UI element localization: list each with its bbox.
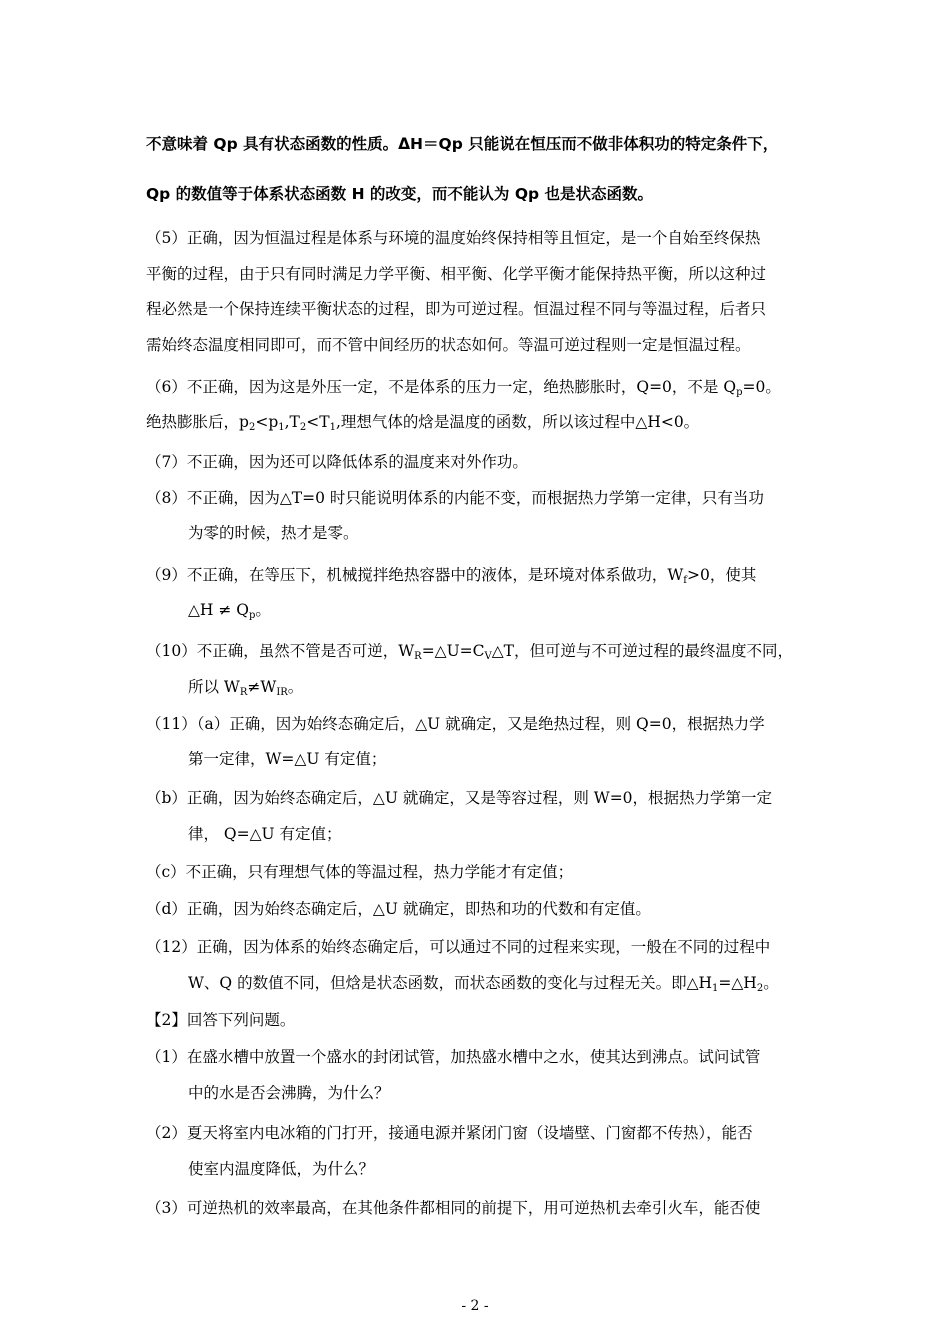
item-6-l2-a: 绝热膨胀后， [146,413,240,431]
item-12-l2-b: =△H [718,974,757,992]
item-10-l1-b: =△U=C [421,642,485,660]
intro-line-1: 不意味着 Qp 具有状态函数的性质。ΔH＝Qp 只能说在恒压而不做非体积功的特定条件下， [146,135,779,153]
item-9-l1-a: （9）不正确，在等压下，机械搅拌绝热容器中的液体，是环境对体系做功，W [146,566,684,584]
item-6-l2-sub3: 2 [299,422,307,433]
item-6-text-b: =0。 [742,378,781,396]
item-6-l2-e: ,理想气体的焓是温度的函数，所以该过程中△H<0。 [335,413,700,431]
item-10-line-1 [146,639,793,661]
item-9-l2-b: 。 [255,601,271,619]
item-10-l1-sub1: R [414,651,422,662]
item-6-sub-p: p [736,387,743,398]
item-6-l2-p: p [239,413,249,431]
item-12-l2-sub2: 2 [756,983,764,994]
item-10-l2-b: ≠W [247,678,277,696]
item-5-line-2: 平衡的过程，由于只有同时满足力学平衡、相平衡、化学平衡才能保持热平衡，所以这种过 [146,265,767,283]
item-12-l2-a: W、Q 的数值不同，但焓是状态函数，而状态函数的变化与过程无关。即△H [188,974,713,992]
item-9-l2-a: △H ≠ Q [188,601,249,619]
item-8-line-2: 为零的时候，热才是零。 [188,524,359,542]
item-6-line-1 [146,375,781,397]
item-8-line-1: （8）不正确，因为△T=0 时只能说明体系的内能不变，而根据热力学第一定律，只有当功 [146,489,764,507]
item-11c-line-1: （c）不正确，只有理想气体的等温过程，热力学能才有定值； [146,863,574,881]
item-6-l2-d: <T [306,413,330,431]
item-10-l1-a: （10）不正确，虽然不管是否可逆，W [146,642,415,660]
item-12-line-2 [188,971,779,993]
item-10-l1-sub2: V [484,651,492,662]
item-7-line-1: （7）不正确，因为还可以降低体系的温度来对外作功。 [146,453,528,471]
question-2-line-1: （2）夏天将室内电冰箱的门打开，接通电源并紧闭门窗（设墙壁、门窗都不传热），能否 [146,1124,753,1142]
item-6-text-a: （6）不正确，因为这是外压一定，不是体系的压力一定，绝热膨胀时，Q=0，不是 Q [146,378,737,396]
section-2-heading: 【2】回答下列问题。 [146,1011,296,1029]
item-6-l2-c: ,T [284,413,300,431]
item-5-line-3: 程必然是一个保持连续平衡状态的过程，即为可逆过程。恒温过程不同与等温过程，后者只 [146,300,767,318]
item-9-l1-sub: f [683,575,687,586]
item-12-line-1: （12）正确，因为体系的始终态确定后，可以通过不同的过程来实现，一般在不同的过程中 [146,938,771,956]
item-5-line-4: 需始终态温度相同即可，而不管中间经历的状态如何。等温可逆过程则一定是恒温过程。 [146,336,751,354]
item-6-line-2 [146,410,699,432]
page-number: - 2 - [461,1298,489,1314]
question-1-line-2: 中的水是否会沸腾，为什么？ [188,1084,390,1102]
item-6-l2-b: <p [255,413,279,431]
item-9-l2-sub: p [249,610,256,621]
item-6-l2-sub2: 1 [278,422,285,433]
item-11b-line-2: 律， Q=△U 有定值； [188,825,342,843]
item-5-line-1: （5）正确，因为恒温过程是体系与环境的温度始终保持相等且恒定，是一个自始至终保热 [146,229,761,247]
item-10-l2-c: 。 [287,678,304,696]
item-10-l2-a: 所以 W [188,678,240,696]
item-6-l2-sub4: 1 [329,422,336,433]
item-9-l1-b: >0，使其 [687,566,757,584]
question-1-line-1: （1）在盛水槽中放置一个盛水的封闭试管，加热盛水槽中之水，使其达到沸点。试问试管 [146,1048,761,1066]
question-3-line-1: （3）可逆热机的效率最高，在其他条件都相同的前提下，用可逆热机去牵引火车，能否使 [146,1199,761,1217]
item-6-l2-sub1: 2 [248,422,256,433]
item-11a-line-2: 第一定律，W=△U 有定值； [188,750,387,768]
item-10-l2-sub2: IR [276,687,288,698]
question-2-line-2: 使室内温度降低，为什么？ [188,1160,375,1178]
item-12-l2-sub1: 1 [712,983,719,994]
item-11b-line-1: （b）正确，因为始终态确定后，△U 就确定，又是等容过程，则 W=0，根据热力学第一定 [146,789,773,807]
item-10-line-2 [188,675,303,697]
item-11d-line-1: （d）正确，因为始终态确定后，△U 就确定，即热和功的代数和有定值。 [146,900,651,918]
item-12-l2-c: 。 [763,974,779,992]
item-9-line-2 [188,598,271,620]
item-10-l1-c: △T，但可逆与不可逆过程的最终温度不同， [491,642,794,660]
item-10-l2-sub1: R [239,687,248,698]
intro-line-2: Qp 的数值等于体系状态函数 H 的改变，而不能认为 Qp 也是状态函数。 [146,185,653,203]
item-11a-line-1: （11）（a）正确，因为始终态确定后，△U 就确定，又是绝热过程，则 Q=0，根据热力学 [146,715,765,733]
item-9-line-1 [146,563,756,585]
